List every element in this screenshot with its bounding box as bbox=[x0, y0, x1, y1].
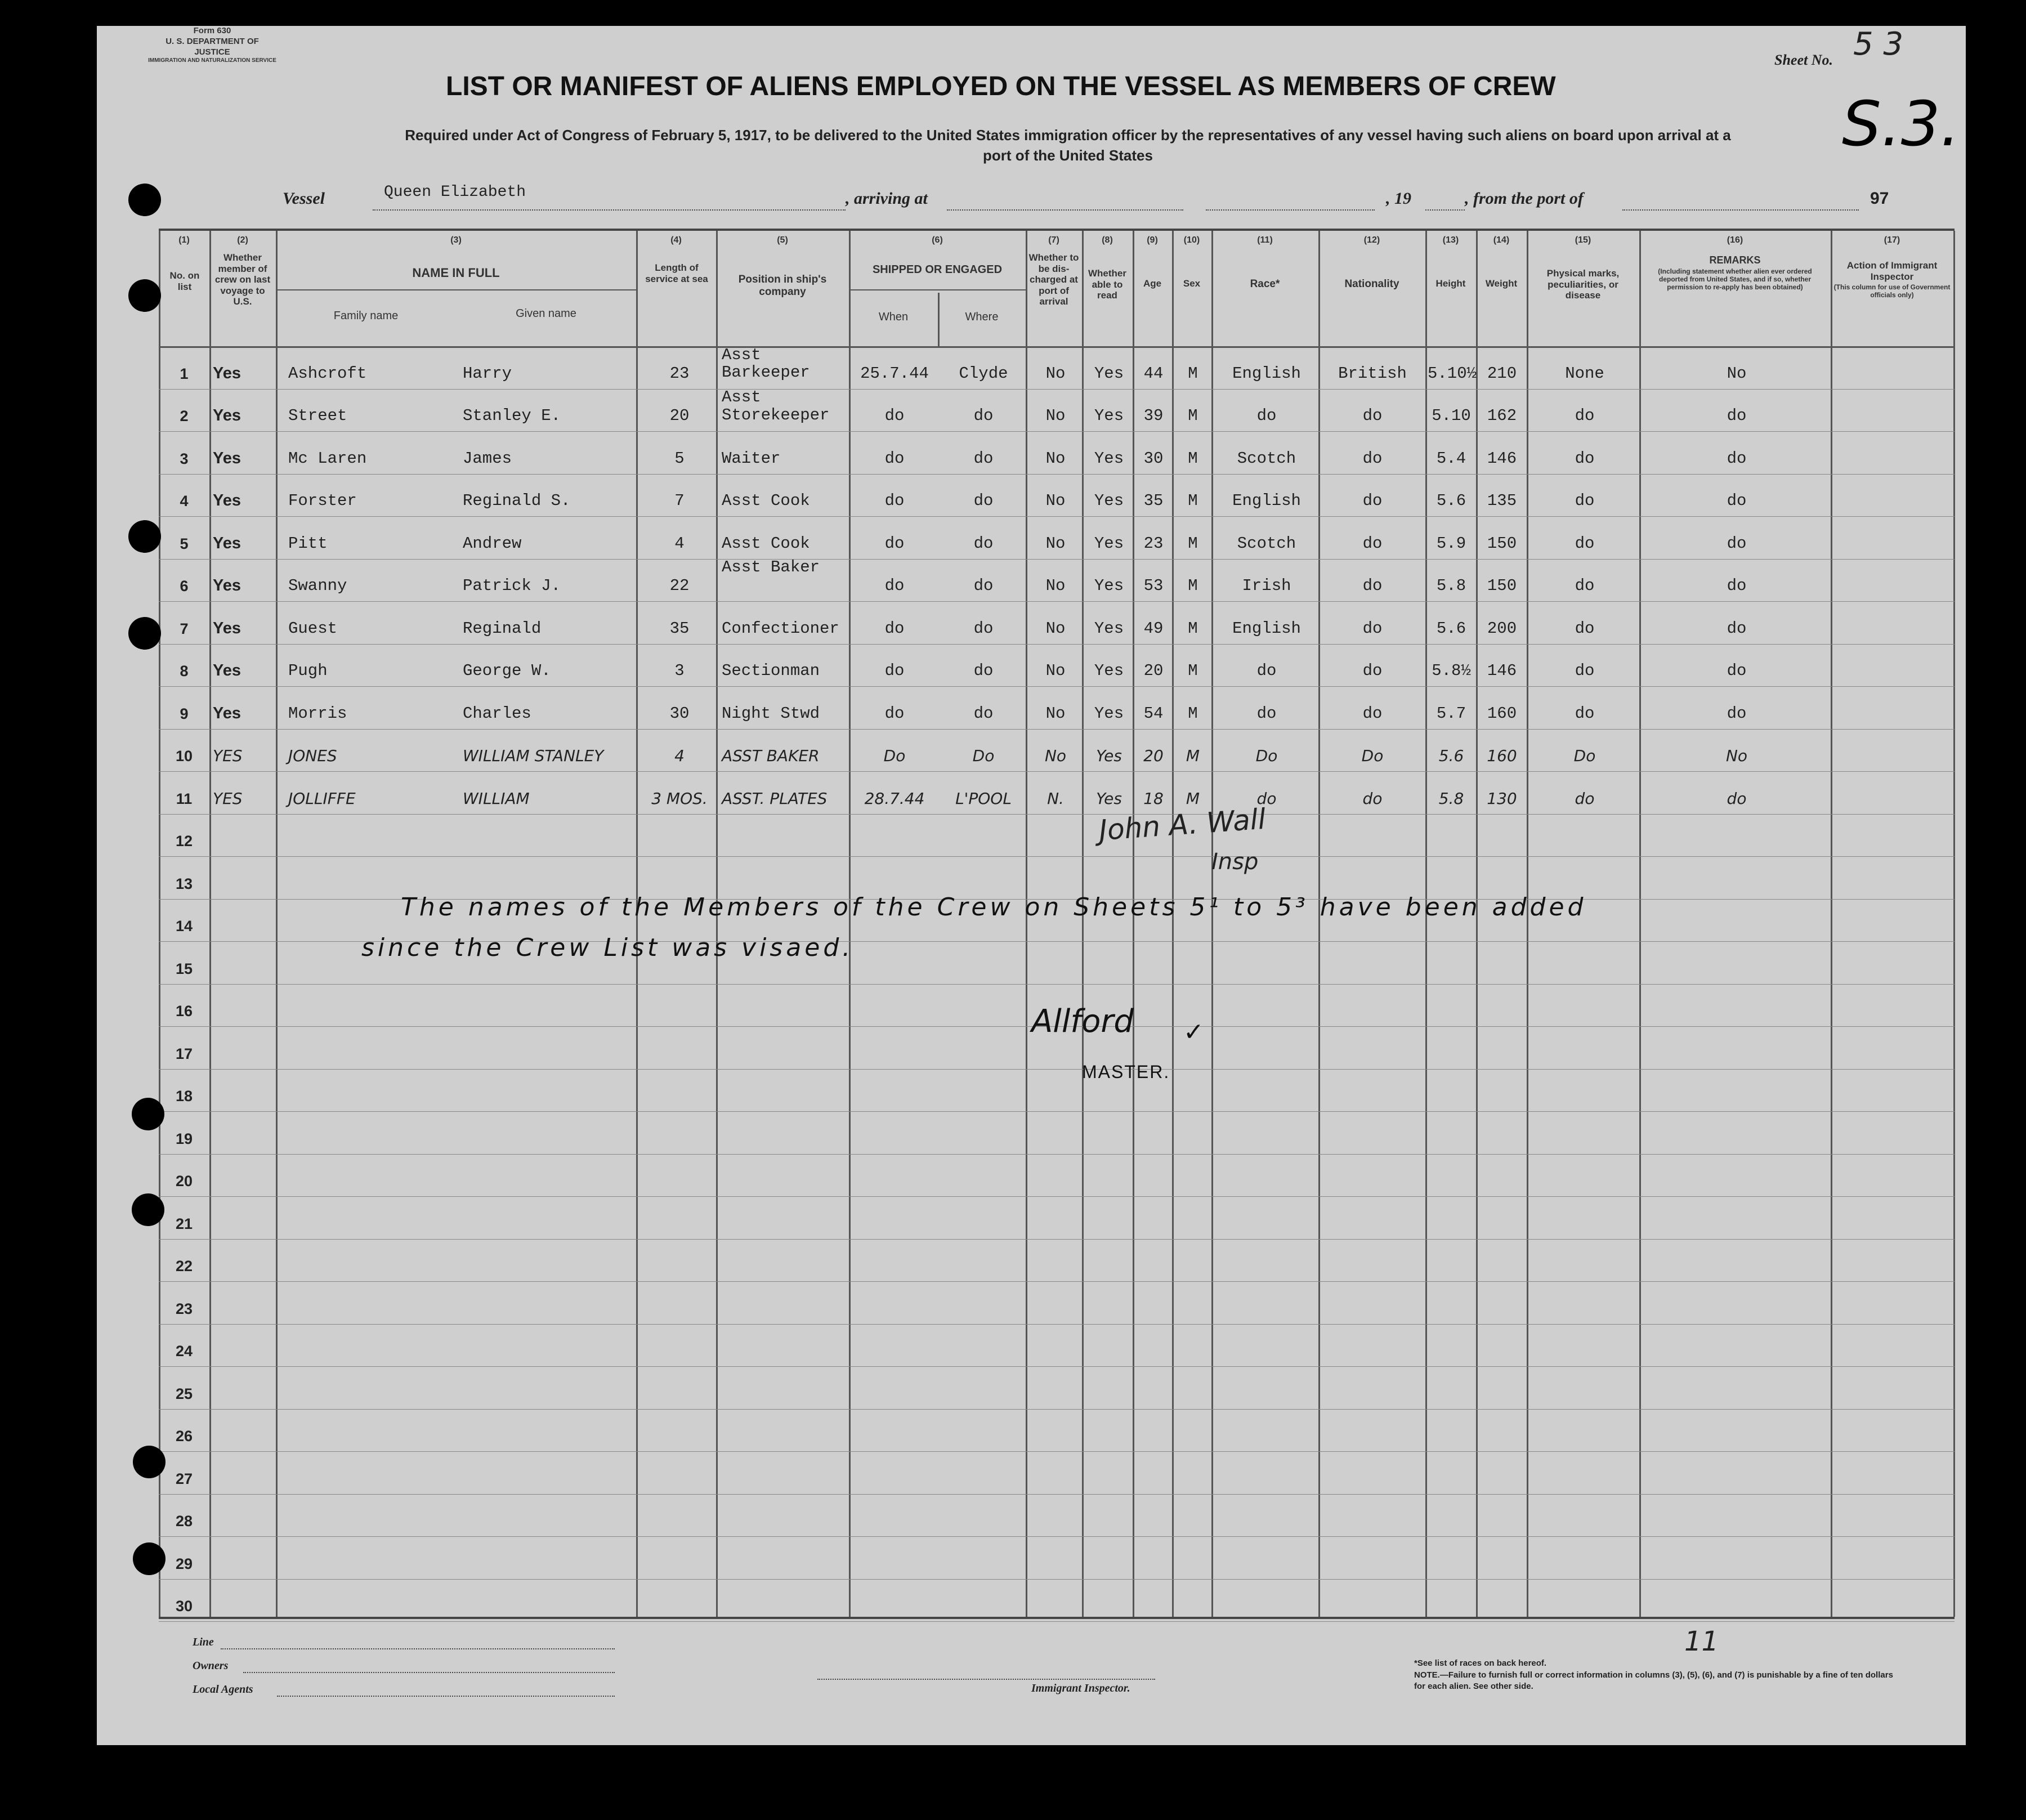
sheet-number-large: S.3. bbox=[1842, 88, 1960, 160]
cell-family: JOLLIFFE bbox=[288, 789, 356, 808]
cell-nationality: do bbox=[1362, 534, 1383, 553]
cell-given: Charles bbox=[463, 704, 531, 723]
cell-position: Confectioner bbox=[722, 619, 839, 638]
cell-race: do bbox=[1256, 406, 1277, 425]
cell-remarks: do bbox=[1727, 576, 1747, 595]
cell-discharged: No bbox=[1044, 746, 1067, 765]
cell-where: do bbox=[973, 619, 994, 638]
cell-sex: M bbox=[1188, 364, 1198, 383]
binder-hole bbox=[128, 617, 161, 650]
cell-read: Yes bbox=[1094, 406, 1124, 425]
cell-service: 30 bbox=[669, 704, 690, 723]
immigrant-inspector-label: Immigrant Inspector. bbox=[1031, 1682, 1130, 1694]
cell-age: 23 bbox=[1143, 534, 1164, 553]
row-number: 19 bbox=[175, 1130, 193, 1147]
cell-when: do bbox=[884, 449, 905, 468]
cell-weight: 162 bbox=[1487, 406, 1517, 425]
cell-nationality: do bbox=[1362, 491, 1383, 510]
page-subtitle bbox=[181, 125, 1955, 166]
cell-hand-last: Yes bbox=[213, 449, 241, 467]
cell-marks: do bbox=[1575, 491, 1595, 510]
cell-where: do bbox=[973, 534, 994, 553]
cell-sex: M bbox=[1188, 449, 1198, 468]
column-number: (9) bbox=[1147, 235, 1158, 245]
cell-marks: do bbox=[1575, 789, 1595, 808]
col-shipped-header: SHIPPED OR ENGAGED bbox=[872, 263, 1003, 276]
cell-position: Waiter bbox=[722, 449, 781, 468]
cell-age: 54 bbox=[1143, 704, 1164, 723]
cell-family: Morris bbox=[288, 704, 347, 723]
row-number: 30 bbox=[175, 1598, 193, 1615]
cell-where: L'POOL bbox=[955, 789, 1012, 808]
cell-height: 5.6 bbox=[1438, 746, 1464, 765]
cell-given: James bbox=[463, 449, 512, 468]
cell-height: 5.6 bbox=[1436, 619, 1466, 638]
cell-sex: M bbox=[1186, 789, 1200, 808]
cell-age: 53 bbox=[1143, 576, 1164, 595]
cell-when: Do bbox=[883, 746, 906, 765]
sheet-number: 5 3 bbox=[1853, 26, 1904, 62]
cell-service: 4 bbox=[674, 534, 685, 553]
cell-race: English bbox=[1232, 491, 1301, 510]
row-number: 8 bbox=[180, 663, 189, 679]
cell-given: Andrew bbox=[463, 534, 522, 553]
cell-given: Reginald bbox=[463, 619, 542, 638]
row-number: 24 bbox=[175, 1343, 193, 1360]
column-number: (3) bbox=[450, 235, 462, 245]
cell-marks: do bbox=[1575, 406, 1595, 425]
penalty-note: NOTE.—Failure to furnish full or correct information in columns (3), (5), (6), and (7) is punishable by a fine of ten dollars for each alien. See other side. bbox=[1414, 1670, 1893, 1691]
cell-hand-last: Yes bbox=[213, 661, 241, 679]
cell-age: 30 bbox=[1143, 449, 1164, 468]
cell-when: do bbox=[884, 661, 905, 680]
binder-hole bbox=[133, 1446, 166, 1478]
cell-when: do bbox=[884, 619, 905, 638]
cell-race: do bbox=[1256, 704, 1277, 723]
manifest-sheet bbox=[97, 26, 1966, 1745]
row-number: 9 bbox=[180, 705, 189, 722]
cell-given: Patrick J. bbox=[463, 576, 561, 595]
cell-weight: 150 bbox=[1487, 534, 1517, 553]
cell-sex: M bbox=[1188, 704, 1198, 723]
column-number: (6) bbox=[932, 235, 943, 245]
cell-nationality: British bbox=[1338, 364, 1407, 383]
column-number: (8) bbox=[1102, 235, 1113, 245]
cell-family: Forster bbox=[288, 491, 357, 510]
service-name: IMMIGRATION AND NATURALIZATION SERVICE bbox=[148, 57, 276, 64]
cell-height: 5.8 bbox=[1438, 789, 1464, 808]
cell-nationality: do bbox=[1362, 576, 1383, 595]
cell-sex: M bbox=[1188, 406, 1198, 425]
cell-age: 18 bbox=[1143, 789, 1164, 808]
cell-height: 5.9 bbox=[1436, 534, 1466, 553]
column-number: (7) bbox=[1048, 235, 1059, 245]
col-last-voyage-header: Whether member of crew on last voyage to U.S. bbox=[214, 252, 271, 307]
binder-hole bbox=[132, 1193, 164, 1226]
cell-height: 5.6 bbox=[1436, 491, 1466, 510]
cell-age: 20 bbox=[1143, 746, 1164, 765]
cell-given: Stanley E. bbox=[463, 406, 561, 425]
cell-race: do bbox=[1256, 789, 1277, 808]
column-number: (4) bbox=[670, 235, 682, 245]
col-read-header: Whether able to read bbox=[1088, 268, 1126, 301]
cell-where: Do bbox=[972, 746, 995, 765]
cell-position: Asst Cook bbox=[722, 491, 810, 510]
cell-remarks: do bbox=[1727, 491, 1747, 510]
cell-remarks: do bbox=[1727, 704, 1747, 723]
owners-label: Owners bbox=[193, 1660, 229, 1672]
cell-position: Asst Baker bbox=[722, 558, 820, 576]
row-number: 18 bbox=[175, 1088, 193, 1104]
cell-discharged: No bbox=[1045, 449, 1066, 468]
row-number: 16 bbox=[175, 1003, 193, 1019]
department-name: U. S. DEPARTMENT OF JUSTICE bbox=[166, 36, 259, 57]
cell-sex: M bbox=[1186, 746, 1200, 765]
cell-position: Sectionman bbox=[722, 661, 820, 680]
cell-height: 5.10½ bbox=[1428, 364, 1477, 383]
col-weight-header: Weight bbox=[1485, 278, 1518, 289]
cell-remarks: do bbox=[1727, 661, 1747, 680]
row-number: 26 bbox=[175, 1428, 193, 1445]
cell-hand-last: Yes bbox=[213, 364, 241, 382]
cell-when: do bbox=[884, 406, 905, 425]
cell-when: do bbox=[884, 534, 905, 553]
crew-count: 11 bbox=[1684, 1626, 1719, 1657]
row-number: 6 bbox=[180, 578, 189, 594]
cell-marks: Do bbox=[1573, 746, 1596, 765]
column-number: (16) bbox=[1727, 235, 1743, 245]
cell-family: Pugh bbox=[288, 661, 328, 680]
cell-height: 5.7 bbox=[1436, 704, 1466, 723]
cell-service: 35 bbox=[669, 619, 690, 638]
col-family-header: Family name bbox=[333, 310, 399, 322]
cell-service: 23 bbox=[669, 364, 690, 383]
cell-service: 3 MOS. bbox=[651, 789, 708, 808]
cell-weight: 135 bbox=[1487, 491, 1517, 510]
cell-when: 25.7.44 bbox=[860, 364, 929, 383]
column-number: (1) bbox=[178, 235, 190, 245]
cell-weight: 130 bbox=[1487, 789, 1517, 808]
cell-race: Scotch bbox=[1237, 449, 1296, 468]
cell-family: Street bbox=[288, 406, 347, 425]
cell-discharged: No bbox=[1045, 619, 1066, 638]
cell-nationality: do bbox=[1362, 619, 1383, 638]
cell-height: 5.8½ bbox=[1432, 661, 1471, 680]
cell-where: do bbox=[973, 576, 994, 595]
binder-hole bbox=[132, 1098, 164, 1130]
cell-weight: 210 bbox=[1487, 364, 1517, 383]
cell-family: Swanny bbox=[288, 576, 347, 595]
col-action-header: Action of Immigrant Inspector bbox=[1846, 260, 1938, 282]
cell-age: 20 bbox=[1143, 661, 1164, 680]
year-label: , 19 bbox=[1386, 189, 1411, 208]
row-number: 7 bbox=[180, 620, 189, 637]
cell-race: Do bbox=[1255, 746, 1278, 765]
from-port-label: , from the port of bbox=[1465, 189, 1584, 208]
cell-age: 35 bbox=[1143, 491, 1164, 510]
cell-nationality: do bbox=[1362, 406, 1383, 425]
cell-given: Reginald S. bbox=[463, 491, 571, 510]
cell-where: Clyde bbox=[959, 364, 1008, 383]
cell-sex: M bbox=[1188, 661, 1198, 680]
cell-marks: None bbox=[1565, 364, 1604, 383]
cell-race: English bbox=[1232, 619, 1301, 638]
cell-read: Yes bbox=[1094, 364, 1124, 383]
col-no-header: No. on list bbox=[169, 270, 200, 292]
form-number: Form 630 bbox=[193, 26, 231, 35]
col-position-header: Position in ship's company bbox=[738, 274, 827, 298]
row-number: 27 bbox=[175, 1470, 193, 1487]
cell-service: 22 bbox=[669, 576, 690, 595]
cell-nationality: do bbox=[1362, 789, 1383, 808]
column-number: (10) bbox=[1183, 235, 1200, 245]
crew-table bbox=[159, 229, 1955, 1619]
cell-read: Yes bbox=[1096, 789, 1122, 808]
column-number: (11) bbox=[1257, 235, 1273, 245]
cell-service: 4 bbox=[674, 746, 685, 765]
cell-discharged: No bbox=[1045, 704, 1066, 723]
cell-where: do bbox=[973, 661, 994, 680]
cell-where: do bbox=[973, 449, 994, 468]
row-number: 20 bbox=[175, 1173, 193, 1190]
page-title: LIST OR MANIFEST OF ALIENS EMPLOYED ON THE VESSEL AS MEMBERS OF CREW bbox=[446, 71, 1556, 101]
cell-hand-last: YES bbox=[213, 746, 243, 765]
cell-read: Yes bbox=[1094, 576, 1124, 595]
cell-marks: do bbox=[1575, 704, 1595, 723]
col-race-header: Race* bbox=[1250, 278, 1280, 290]
column-number: (2) bbox=[237, 235, 248, 245]
row-number: 25 bbox=[175, 1385, 193, 1402]
cell-remarks: do bbox=[1727, 534, 1747, 553]
cell-marks: do bbox=[1575, 619, 1595, 638]
cell-position: Asst Storekeeper bbox=[722, 388, 830, 424]
cell-read: Yes bbox=[1094, 491, 1124, 510]
inspector-signature: John A. Wall bbox=[1098, 802, 1267, 847]
cell-where: do bbox=[973, 491, 994, 510]
cell-family: Guest bbox=[288, 619, 338, 638]
cell-sex: M bbox=[1188, 534, 1198, 553]
binder-hole bbox=[133, 1542, 166, 1575]
cell-race: Irish bbox=[1242, 576, 1291, 595]
row-number: 5 bbox=[180, 535, 189, 552]
row-number: 1 bbox=[180, 365, 189, 382]
row-number: 15 bbox=[175, 960, 193, 977]
cell-marks: do bbox=[1575, 661, 1595, 680]
column-number: (12) bbox=[1363, 235, 1380, 245]
row-number: 11 bbox=[176, 790, 193, 807]
row-number: 23 bbox=[175, 1300, 193, 1317]
cell-height: 5.10 bbox=[1432, 406, 1471, 425]
cell-nationality: Do bbox=[1361, 746, 1384, 765]
column-number: (15) bbox=[1575, 235, 1591, 245]
col-discharged-header: Whether to be dis-charged at port of arrival bbox=[1028, 252, 1079, 307]
cell-weight: 200 bbox=[1487, 619, 1517, 638]
row-number: 22 bbox=[175, 1258, 193, 1275]
cell-discharged: No bbox=[1045, 534, 1066, 553]
cell-discharged: N. bbox=[1047, 789, 1064, 808]
cell-read: Yes bbox=[1096, 746, 1122, 765]
local-agents-label: Local Agents bbox=[193, 1683, 253, 1696]
cell-service: 5 bbox=[674, 449, 685, 468]
cell-position: Night Stwd bbox=[722, 704, 820, 723]
col-when-header: When bbox=[878, 311, 909, 323]
col-marks-header: Physical marks, peculiarities, or disease bbox=[1546, 268, 1620, 301]
cell-nationality: do bbox=[1362, 449, 1383, 468]
cell-read: Yes bbox=[1094, 619, 1124, 638]
cell-family: Mc Laren bbox=[288, 449, 367, 468]
cell-service: 20 bbox=[669, 406, 690, 425]
cell-service: 7 bbox=[674, 491, 685, 510]
cell-race: English bbox=[1232, 364, 1301, 383]
cell-read: Yes bbox=[1094, 661, 1124, 680]
row-number: 28 bbox=[175, 1513, 193, 1530]
cell-height: 5.8 bbox=[1436, 576, 1466, 595]
cell-remarks: do bbox=[1727, 449, 1747, 468]
cell-weight: 160 bbox=[1487, 704, 1517, 723]
col-remarks-subheader: (Including statement whether alien ever ordered deported from United States, and if so, whether permission to re-apply has been obtained) bbox=[1658, 267, 1812, 291]
cell-age: 49 bbox=[1143, 619, 1164, 638]
inspector-title: Insp bbox=[1211, 849, 1259, 875]
cell-hand-last: Yes bbox=[213, 406, 241, 424]
col-height-header: Height bbox=[1435, 278, 1466, 289]
column-number: (5) bbox=[777, 235, 788, 245]
cell-race: Scotch bbox=[1237, 534, 1296, 553]
cell-hand-last: Yes bbox=[213, 534, 241, 552]
cell-weight: 160 bbox=[1487, 746, 1517, 765]
cell-given: Harry bbox=[463, 364, 512, 383]
form-header-block bbox=[147, 26, 277, 65]
cell-read: Yes bbox=[1094, 534, 1124, 553]
col-where-header: Where bbox=[965, 311, 999, 323]
cell-age: 39 bbox=[1143, 406, 1164, 425]
cell-remarks: do bbox=[1727, 619, 1747, 638]
cell-remarks: do bbox=[1727, 789, 1747, 808]
cell-age: 44 bbox=[1143, 364, 1164, 383]
column-number: (13) bbox=[1442, 235, 1459, 245]
page-reference: 97 bbox=[1870, 189, 1889, 208]
cell-discharged: No bbox=[1045, 661, 1066, 680]
cell-position: Asst Barkeeper bbox=[722, 345, 810, 382]
cell-remarks: No bbox=[1727, 364, 1747, 383]
row-number: 3 bbox=[180, 450, 189, 467]
cell-when: do bbox=[884, 576, 905, 595]
row-number: 29 bbox=[175, 1555, 193, 1572]
binder-hole bbox=[128, 520, 161, 553]
row-number: 21 bbox=[175, 1215, 193, 1232]
cell-weight: 150 bbox=[1487, 576, 1517, 595]
cell-race: do bbox=[1256, 661, 1277, 680]
col-nationality-header: Nationality bbox=[1344, 278, 1399, 290]
row-number: 13 bbox=[175, 875, 193, 892]
sheet-label: Sheet No. bbox=[1774, 52, 1833, 68]
cell-height: 5.4 bbox=[1436, 449, 1466, 468]
cell-family: JONES bbox=[288, 746, 337, 765]
column-number: (14) bbox=[1493, 235, 1510, 245]
row-number: 10 bbox=[175, 748, 193, 764]
cell-remarks: do bbox=[1727, 406, 1747, 425]
row-number: 14 bbox=[175, 918, 193, 934]
row-number: 17 bbox=[175, 1045, 193, 1062]
check-mark-icon: ✓ bbox=[1183, 1018, 1204, 1046]
cell-when: 28.7.44 bbox=[864, 789, 925, 808]
subtitle-line-1: Required under Act of Congress of February 5, 1917, to be delivered to the United States immigration officer by the representatives of any vessel having such aliens on board upon arrival at a bbox=[405, 127, 1731, 144]
cell-sex: M bbox=[1188, 619, 1198, 638]
line-label: Line bbox=[193, 1636, 214, 1648]
col-given-header: Given name bbox=[516, 307, 576, 320]
cell-marks: do bbox=[1575, 576, 1595, 595]
vessel-name: Queen Elizabeth bbox=[384, 184, 526, 201]
binder-hole bbox=[128, 279, 161, 312]
col-sex-header: Sex bbox=[1183, 278, 1201, 289]
races-note: *See list of races on back hereof. bbox=[1414, 1658, 1547, 1668]
cell-sex: M bbox=[1188, 491, 1198, 510]
cell-read: Yes bbox=[1094, 704, 1124, 723]
master-label: MASTER. bbox=[1082, 1062, 1170, 1082]
row-number: 12 bbox=[175, 833, 193, 849]
subtitle-line-2: port of the United States bbox=[983, 147, 1153, 164]
cell-given: WILLIAM STANLEY bbox=[463, 746, 604, 765]
cell-position: Asst Cook bbox=[722, 534, 810, 553]
master-signature: Allford bbox=[1031, 1003, 1134, 1040]
arriving-label: , arriving at bbox=[846, 189, 928, 208]
cell-hand-last: YES bbox=[213, 789, 243, 808]
cell-nationality: do bbox=[1362, 661, 1383, 680]
cell-family: Ashcroft bbox=[288, 364, 367, 383]
cell-remarks: No bbox=[1725, 746, 1748, 765]
col-service-header: Length of service at sea bbox=[645, 262, 708, 284]
crew-note-line-2: since the Crew List was visaed. bbox=[361, 933, 854, 962]
cell-given: George W. bbox=[463, 661, 551, 680]
cell-weight: 146 bbox=[1487, 661, 1517, 680]
cell-discharged: No bbox=[1045, 406, 1066, 425]
cell-hand-last: Yes bbox=[213, 576, 241, 594]
cell-marks: do bbox=[1575, 534, 1595, 553]
cell-when: do bbox=[884, 704, 905, 723]
row-number: 4 bbox=[180, 493, 189, 509]
cell-position: ASST BAKER bbox=[722, 746, 820, 765]
binder-hole bbox=[128, 184, 161, 216]
col-action-subheader: (This column for use of Government officials only) bbox=[1833, 283, 1951, 299]
cell-sex: M bbox=[1188, 576, 1198, 595]
crew-note-line-1: The names of the Members of the Crew on Sheets 5¹ to 5³ have been added bbox=[401, 893, 1587, 922]
cell-weight: 146 bbox=[1487, 449, 1517, 468]
col-age-header: Age bbox=[1143, 278, 1162, 289]
cell-hand-last: Yes bbox=[213, 619, 241, 637]
cell-when: do bbox=[884, 491, 905, 510]
cell-position: ASST. PLATES bbox=[722, 789, 828, 808]
cell-hand-last: Yes bbox=[213, 491, 241, 509]
cell-discharged: No bbox=[1045, 364, 1066, 383]
cell-discharged: No bbox=[1045, 576, 1066, 595]
cell-read: Yes bbox=[1094, 449, 1124, 468]
cell-given: WILLIAM bbox=[463, 789, 530, 808]
cell-service: 3 bbox=[674, 661, 685, 680]
cell-family: Pitt bbox=[288, 534, 328, 553]
cell-hand-last: Yes bbox=[213, 704, 241, 722]
cell-marks: do bbox=[1575, 449, 1595, 468]
col-name-header: NAME IN FULL bbox=[412, 266, 500, 280]
vessel-line bbox=[283, 184, 1904, 212]
row-number: 2 bbox=[180, 408, 189, 424]
cell-nationality: do bbox=[1362, 704, 1383, 723]
cell-where: do bbox=[973, 406, 994, 425]
vessel-label: Vessel bbox=[283, 189, 325, 208]
cell-discharged: No bbox=[1045, 491, 1066, 510]
col-remarks-header: REMARKS bbox=[1709, 254, 1761, 266]
column-number: (17) bbox=[1884, 235, 1900, 245]
cell-where: do bbox=[973, 704, 994, 723]
